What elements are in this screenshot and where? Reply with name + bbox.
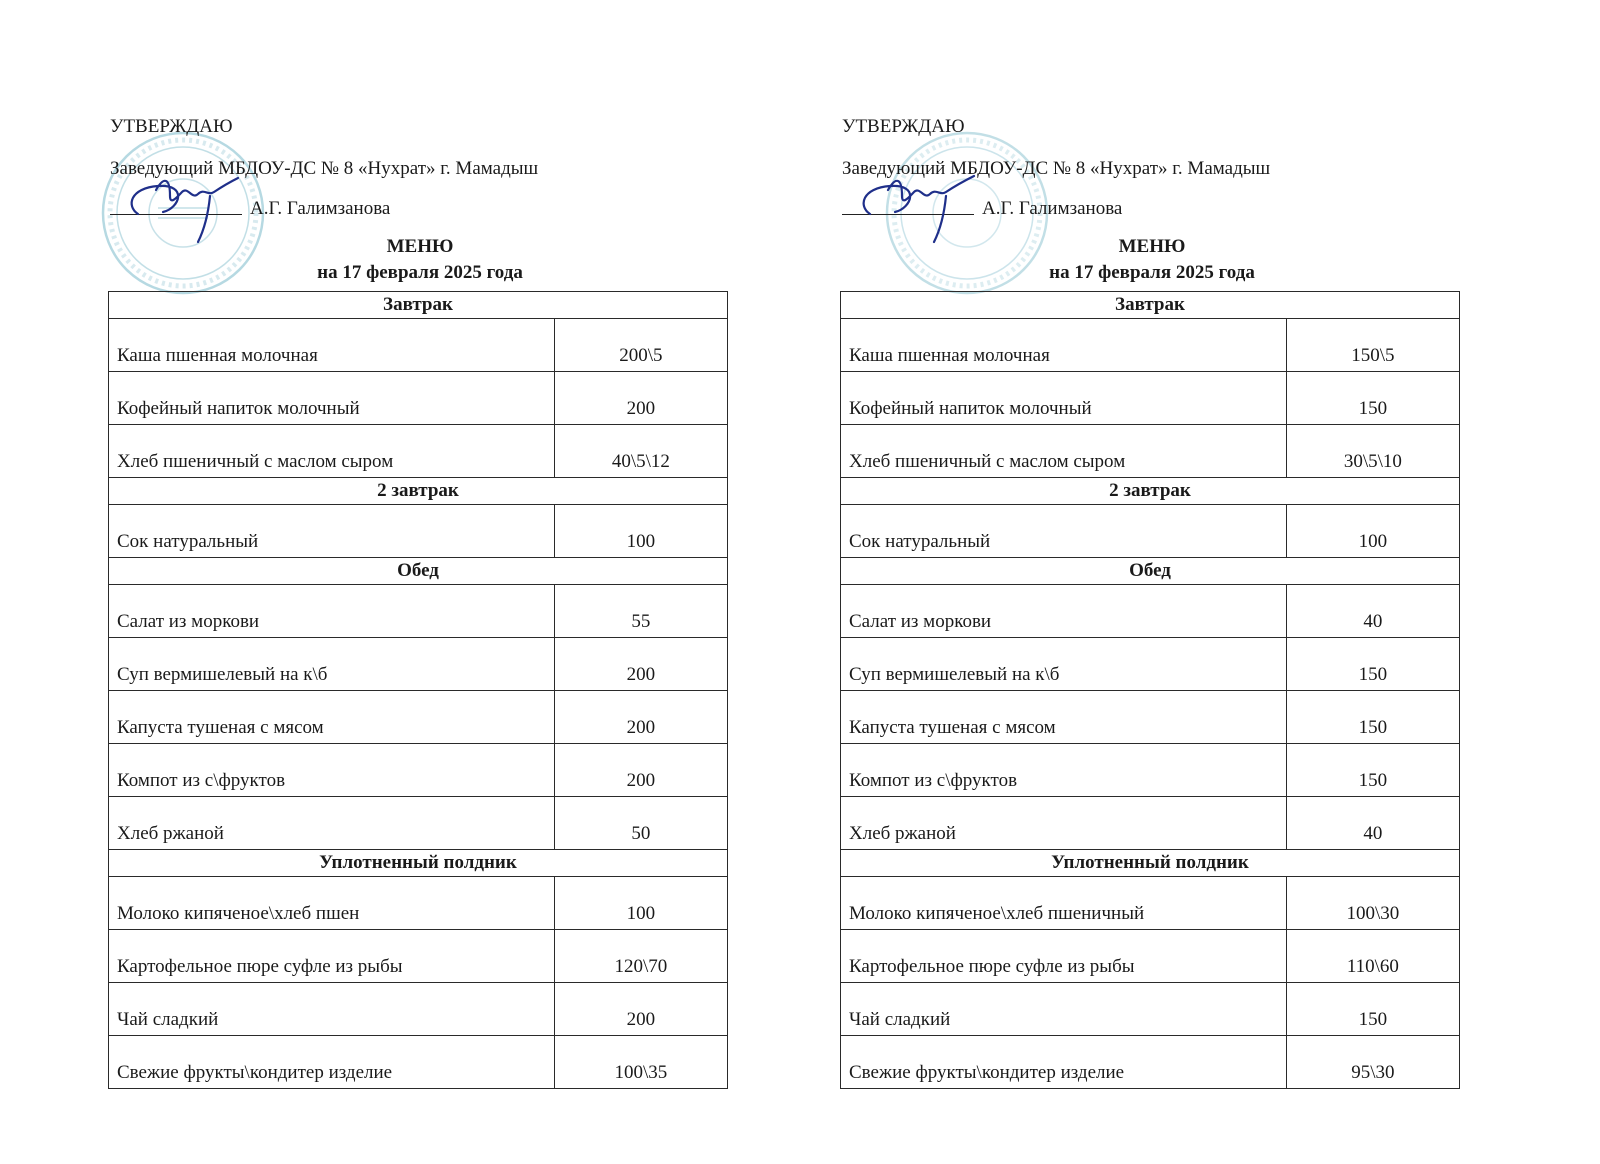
dish-portion: 150 [1286,983,1459,1036]
signature-line [110,214,242,215]
table-row [109,930,728,983]
menu-title: МЕНЮ [386,236,454,257]
table-row [841,983,1460,1036]
section-title: Завтрак [109,292,728,319]
dish-name: Суп вермишелевый на к\б [109,638,555,691]
table-row [841,505,1460,558]
section-title: Обед [841,558,1460,585]
section-row [109,478,728,505]
section-row [841,478,1460,505]
table-row [109,877,728,930]
dish-name: Каша пшенная молочная [109,319,555,372]
dish-portion: 30\5\10 [1286,425,1459,478]
dish-portion: 200 [554,983,727,1036]
dish-portion: 200\5 [554,319,727,372]
table-row [841,638,1460,691]
table-row [841,372,1460,425]
dish-name: Картофельное пюре суфле из рыбы [109,930,555,983]
signature-line [842,214,974,215]
dish-name: Хлеб ржаной [109,797,555,850]
approve-label: УТВЕРЖДАЮ [842,116,965,137]
dish-name: Хлеб ржаной [841,797,1287,850]
section-title: Уплотненный полдник [109,850,728,877]
dish-portion: 40 [1286,797,1459,850]
dish-name: Салат из моркови [109,585,555,638]
table-row [109,744,728,797]
dish-name: Кофейный напиток молочный [841,372,1287,425]
dish-name: Капуста тушеная с мясом [841,691,1287,744]
dish-portion: 150 [1286,691,1459,744]
dish-portion: 200 [554,691,727,744]
table-row [841,691,1460,744]
approve-label: УТВЕРЖДАЮ [110,116,233,137]
approval-header [110,0,770,290]
dish-portion: 100\30 [1286,877,1459,930]
head-position: Заведующий МБДОУ-ДС № 8 «Нухрат» г. Мамадыш [110,158,539,179]
dish-portion: 100 [1286,505,1459,558]
section-row [109,850,728,877]
dish-name: Каша пшенная молочная [841,319,1287,372]
menu-date: на 17 февраля 2025 года [1049,262,1255,283]
dish-name: Хлеб пшеничный с маслом сыром [841,425,1287,478]
dish-portion: 55 [554,585,727,638]
table-row [109,372,728,425]
dish-name: Чай сладкий [841,983,1287,1036]
dish-portion: 200 [554,744,727,797]
table-row [109,425,728,478]
menu-sheet-right [842,0,1502,1083]
dish-name: Компот из с\фруктов [841,744,1287,797]
dish-portion: 95\30 [1286,1036,1459,1089]
dish-portion: 150 [1286,744,1459,797]
menu-sheet-left [110,0,770,1083]
table-row [841,1036,1460,1089]
dish-portion: 150 [1286,372,1459,425]
dish-portion: 100 [554,505,727,558]
table-row [109,797,728,850]
dish-portion: 40 [1286,585,1459,638]
dish-name: Сок натуральный [841,505,1287,558]
dish-portion: 150 [1286,638,1459,691]
section-row [109,292,728,319]
dish-portion: 120\70 [554,930,727,983]
table-row [109,691,728,744]
head-name: А.Г. Галимзанова [250,198,391,219]
dish-name: Салат из моркови [841,585,1287,638]
section-title: Уплотненный полдник [841,850,1460,877]
menu-title: МЕНЮ [1118,236,1186,257]
table-row [109,638,728,691]
table-row [109,1036,728,1089]
dish-portion: 110\60 [1286,930,1459,983]
dish-name: Картофельное пюре суфле из рыбы [841,930,1287,983]
dish-name: Молоко кипяченое\хлеб пшен [109,877,555,930]
section-title: 2 завтрак [841,478,1460,505]
dish-name: Капуста тушеная с мясом [109,691,555,744]
dish-name: Кофейный напиток молочный [109,372,555,425]
dish-name: Сок натуральный [109,505,555,558]
section-row [841,558,1460,585]
dish-name: Компот из с\фруктов [109,744,555,797]
dish-portion: 50 [554,797,727,850]
table-row [109,983,728,1036]
section-row [841,850,1460,877]
table-row [841,425,1460,478]
dish-portion: 200 [554,372,727,425]
head-name: А.Г. Галимзанова [982,198,1123,219]
table-row [841,744,1460,797]
dish-name: Суп вермишелевый на к\б [841,638,1287,691]
dish-name: Чай сладкий [109,983,555,1036]
dish-name: Свежие фрукты\кондитер изделие [109,1036,555,1089]
menu-date: на 17 февраля 2025 года [317,262,523,283]
dish-name: Свежие фрукты\кондитер изделие [841,1036,1287,1089]
approval-header [842,0,1502,290]
table-row [109,585,728,638]
section-row [841,292,1460,319]
table-row [841,585,1460,638]
menu-table [108,291,728,1089]
head-position: Заведующий МБДОУ-ДС № 8 «Нухрат» г. Мамадыш [842,158,1271,179]
section-title: Обед [109,558,728,585]
dish-portion: 40\5\12 [554,425,727,478]
table-row [109,319,728,372]
dish-name: Хлеб пшеничный с маслом сыром [109,425,555,478]
section-title: Завтрак [841,292,1460,319]
table-row [841,319,1460,372]
dish-portion: 100 [554,877,727,930]
table-row [841,930,1460,983]
section-title: 2 завтрак [109,478,728,505]
section-row [109,558,728,585]
dish-portion: 100\35 [554,1036,727,1089]
menu-table [840,291,1460,1089]
table-row [109,505,728,558]
table-row [841,877,1460,930]
dish-portion: 200 [554,638,727,691]
dish-portion: 150\5 [1286,319,1459,372]
table-row [841,797,1460,850]
dish-name: Молоко кипяченое\хлеб пшеничный [841,877,1287,930]
